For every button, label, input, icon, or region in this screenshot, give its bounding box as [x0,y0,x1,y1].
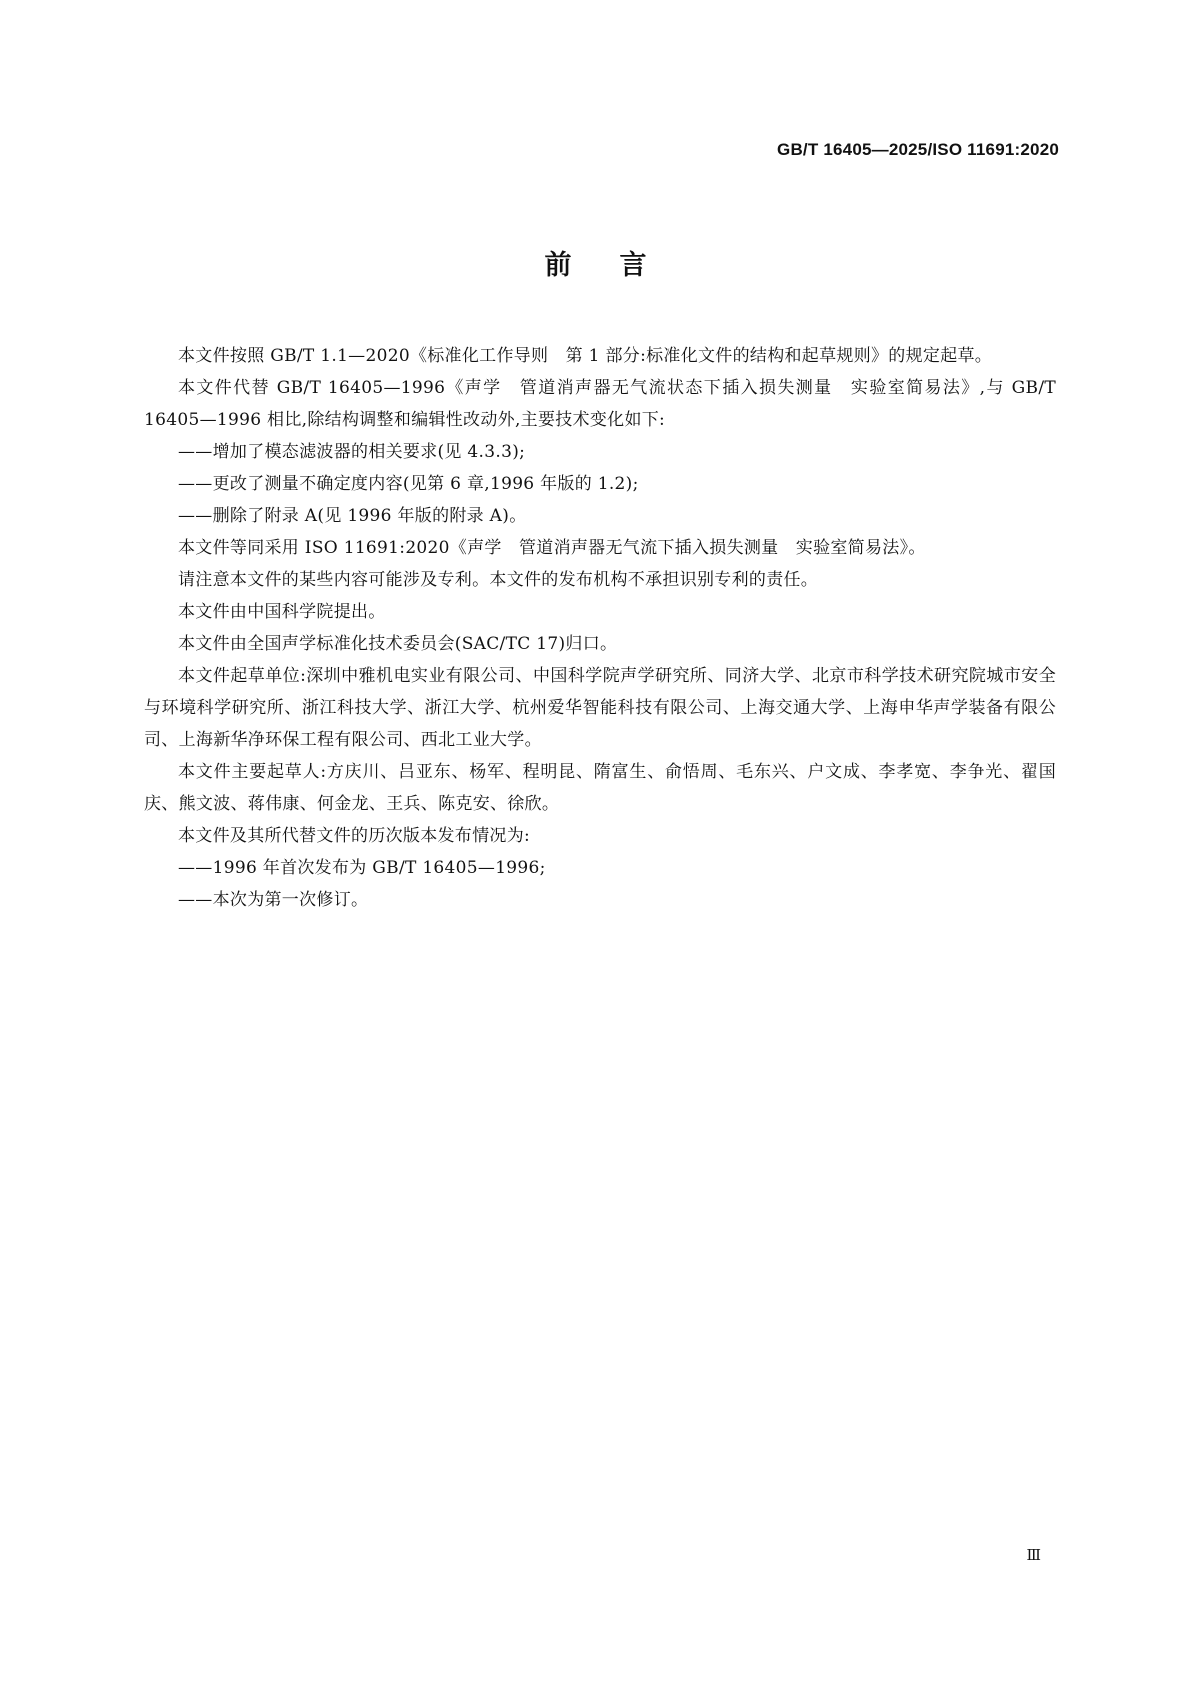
paragraph-drafters: 本文件主要起草人:方庆川、吕亚东、杨军、程明昆、隋富生、俞悟周、毛东兴、户文成、李孝宽、李争光、翟国庆、熊文波、蒋伟康、何金龙、王兵、陈克安、徐欣。 [144,762,1056,814]
standard-code-header: GB/T 16405—2025/ISO 11691:2020 [777,140,1059,159]
change-item-annex-removed: ——删除了附录 A(见 1996 年版的附录 A)。 [178,506,527,526]
paragraph-drafting-units: 本文件起草单位:深圳中雅机电实业有限公司、中国科学院声学研究所、同济大学、北京市科学技术研究院城市安全与环境科学研究所、浙江科技大学、浙江大学、杭州爱华智能科技有限公司、上海交通大学、上海申华声学装备有限公司、上海新华净环保工程有限公司、西北工业大学。 [144,666,1056,750]
foreword-body [144,340,1056,916]
paragraph-patent-notice: 请注意本文件的某些内容可能涉及专利。本文件的发布机构不承担识别专利的责任。 [178,570,819,590]
page-number: Ⅲ [1026,1546,1041,1564]
paragraph-proposer: 本文件由中国科学院提出。 [178,602,386,622]
paragraph-replacement: 本文件代替 GB/T 16405—1996《声学 管道消声器无气流状态下插入损失测量 实验室简易法》,与 GB/T 16405—1996 相比,除结构调整和编辑性改动外,主要技术变化如下: [144,378,1056,430]
paragraph-drafting-rules: 本文件按照 GB/T 1.1—2020《标准化工作导则 第 1 部分:标准化文件的结构和起草规则》的规定起草。 [178,346,993,366]
history-item-revision: ——本次为第一次修订。 [178,890,369,910]
history-item-1996: ——1996 年首次发布为 GB/T 16405—1996; [178,858,546,878]
change-item-modal-filter: ——增加了模态滤波器的相关要求(见 4.3.3); [178,442,526,462]
change-item-uncertainty: ——更改了测量不确定度内容(见第 6 章,1996 年版的 1.2); [178,474,639,494]
paragraph-iso-adoption: 本文件等同采用 ISO 11691:2020《声学 管道消声器无气流下插入损失测量 实验室简易法》。 [178,538,926,558]
paragraph-version-history: 本文件及其所代替文件的历次版本发布情况为: [178,826,531,846]
paragraph-committee: 本文件由全国声学标准化技术委员会(SAC/TC 17)归口。 [178,634,618,654]
page-title: 前言 [544,250,695,281]
